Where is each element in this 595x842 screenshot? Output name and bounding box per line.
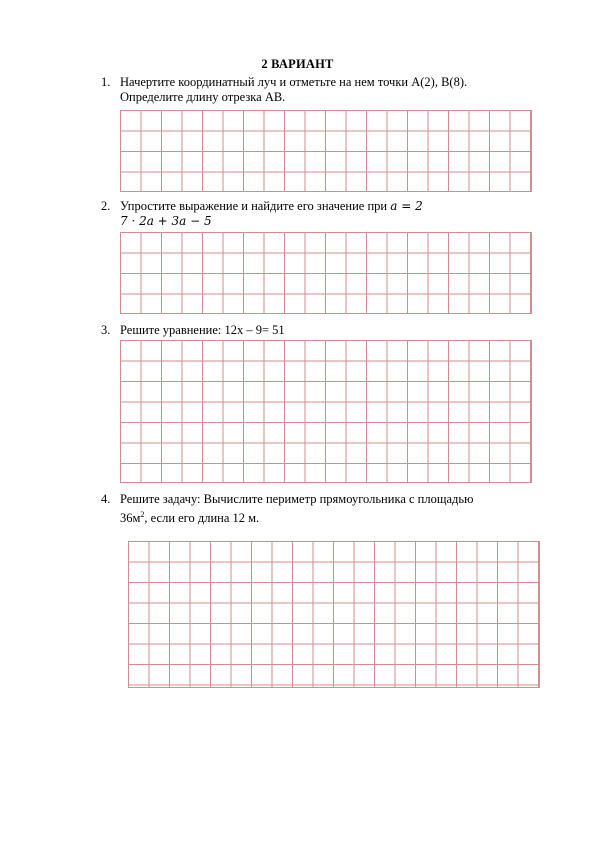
task-text-line: Упростите выражение и найдите его значение при	[120, 199, 388, 213]
worksheet-title: 2 ВАРИАНТ	[261, 57, 334, 71]
task-text-line: , если его длина 12 м.	[144, 511, 260, 526]
task-text-line: Решите уравнение: 12х – 9= 51	[120, 323, 285, 337]
answer-grid-1[interactable]	[120, 110, 532, 192]
task-text-line: 36м	[120, 511, 141, 526]
task-number: 1.	[101, 75, 111, 89]
task-text-line: Определите длину отрезка АВ.	[120, 90, 286, 104]
task-number: 2.	[101, 199, 111, 213]
answer-grid-2[interactable]	[120, 232, 532, 314]
math-expression: a = 2	[390, 199, 423, 213]
task-number: 4.	[101, 492, 111, 506]
task-text-line: Решите задачу: Вычислите периметр прямоугольника с площадью	[120, 492, 474, 506]
math-expression: 7 · 2a + 3a − 5	[120, 214, 212, 228]
task-text-line: Начертите координатный луч и отметьте на нем точки А(2), В(8).	[120, 75, 468, 89]
superscript: 2	[140, 510, 145, 519]
task-number: 3.	[101, 323, 111, 337]
answer-grid-4[interactable]	[128, 541, 540, 688]
answer-grid-3[interactable]	[120, 340, 532, 483]
